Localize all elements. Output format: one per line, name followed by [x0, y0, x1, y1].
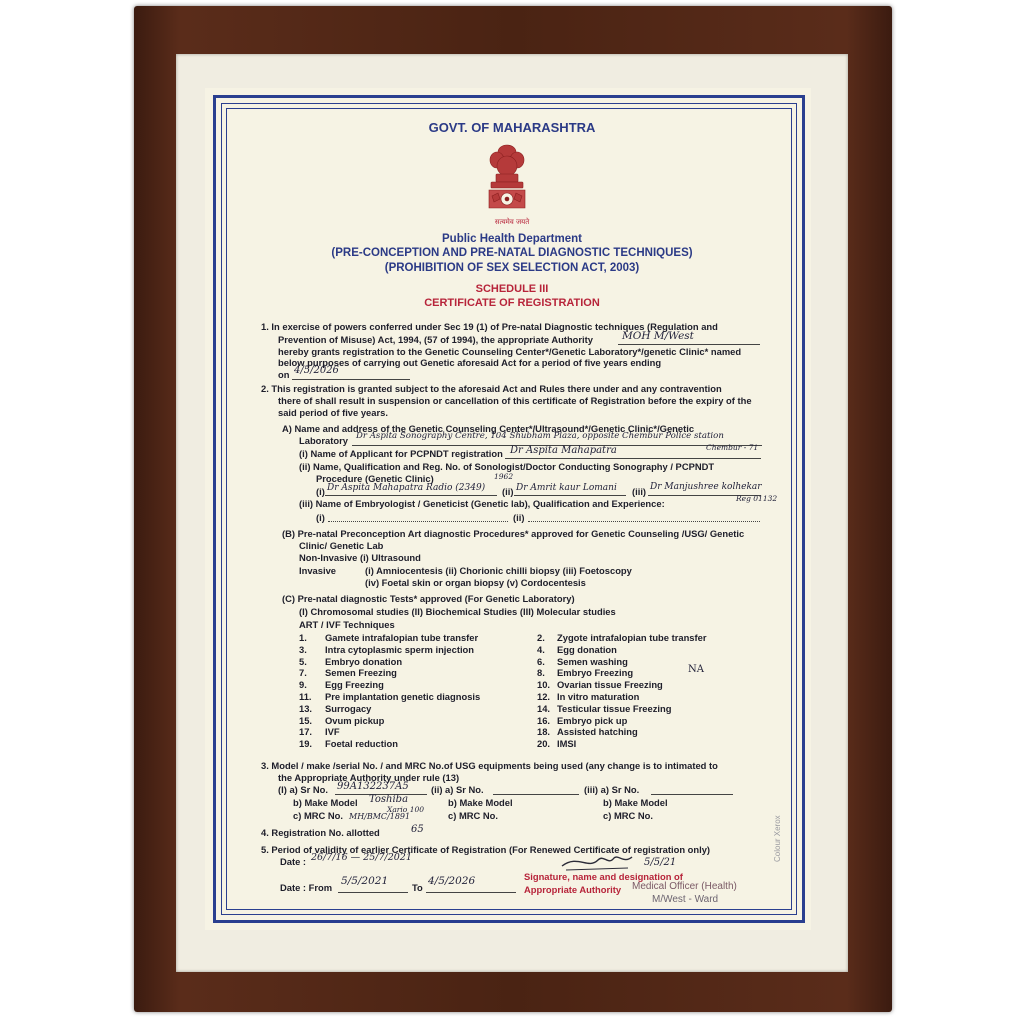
- art-item-left-number: 7.: [299, 667, 307, 679]
- p2-line-1: 2. This registration is granted subject to the aforesaid Act and Rules there under and any contravention: [261, 383, 722, 394]
- usg-1-mrc-label: c) MRC No.: [293, 810, 343, 821]
- doctor-2-name: Dr Amrit kaur Lomani: [516, 483, 617, 493]
- motto-text: सत्यमेव जयते: [494, 218, 530, 226]
- center-address: Dr Aspita Sonography Centre, 104 Shubham Plaza, opposite Chembur Police station: [356, 431, 724, 441]
- secA-i-label: (i) Name of Applicant for PCPNDT registration: [299, 448, 503, 459]
- art-item-right-number: 6.: [537, 655, 545, 667]
- usg-1-make-label: b) Make Model: [293, 797, 358, 808]
- stamp-ward: M/West - Ward: [652, 894, 719, 905]
- center-city: Chembur - 71: [706, 443, 759, 452]
- art-item-left-number: 19.: [299, 738, 313, 750]
- art-item-left-number: 13.: [299, 702, 313, 714]
- embryologist-1-line: [328, 521, 508, 522]
- applicant-underline: [505, 458, 761, 459]
- p1-line-4: below purposes of carrying out Genetic aforesaid Act for a period of five years ending: [278, 357, 662, 368]
- secA-ii-line-2: Procedure (Genetic Clinic): [316, 473, 434, 484]
- art-item-left-text: Intra cytoplasmic sperm injection: [325, 643, 475, 655]
- usg-1-make: Toshiba: [369, 794, 409, 805]
- art-item-left-text: Egg Freezing: [325, 679, 384, 691]
- from-date-label: Date : From: [280, 882, 333, 893]
- not-applicable-mark: NA: [688, 664, 704, 675]
- state-emblem-icon: [483, 140, 531, 230]
- secB-invasive-list-1: (i) Amniocentesis (ii) Chorionic chilli biopsy (iii) Foetoscopy: [365, 565, 632, 576]
- art-item-right-text: Semen washing: [557, 655, 628, 667]
- art-item-right-number: 2.: [537, 632, 545, 643]
- secB-non-invasive: Non-Invasive (i) Ultrasound: [299, 552, 421, 563]
- secA-iii-label: (iii) Name of Embryologist / Geneticist (Genetic lab), Qualification and Experience:: [299, 498, 665, 509]
- usg-1-model: Xario 100: [387, 805, 425, 814]
- secB-line-2: Clinic/ Genetic Lab: [299, 540, 384, 551]
- govt-title: GOVT. OF MAHARASHTRA: [428, 120, 596, 135]
- p3-line-1: 3. Model / make /serial No. / and MRC No.of USG equipments being used (any change is to intimated to: [261, 760, 718, 771]
- p3-line-2: the Appropriate Authority under rule (13): [278, 772, 460, 783]
- act-title-2: (PROHIBITION OF SEX SELECTION ACT, 2003): [384, 262, 640, 274]
- art-item-left-text: IVF: [325, 726, 340, 738]
- reg-number-1: 1962: [494, 472, 514, 481]
- earlier-date-label: Date :: [280, 856, 307, 867]
- usg-2-sr-line: [493, 794, 579, 795]
- p2-line-2: there of shall result in suspension or cancellation of this certificate of Registration before the expiry of the: [278, 395, 752, 406]
- secB-line-1: (B) Pre-natal Preconception Art diagnostic Procedures* approved for Genetic Counseling /USG/ Genetic: [282, 528, 745, 539]
- doctor-3-label: (iii): [632, 486, 647, 497]
- from-date: 5/5/2021: [341, 875, 389, 887]
- secA-ii-line-1: (ii) Name, Qualification and Reg. No. of Sonologist/Doctor Conducting Sonography / PCPNDT: [299, 461, 715, 472]
- usg-3-sr-label: (iii) a) Sr No.: [584, 784, 640, 795]
- art-item-left-text: Embryo donation: [325, 655, 403, 667]
- p4-label: 4. Registration No. allotted: [261, 827, 380, 838]
- doctor-3-reg: Reg 01132: [736, 494, 778, 503]
- act-title-1: (PRE-CONCEPTION AND PRE-NATAL DIAGNOSTIC TECHNIQUES): [331, 247, 693, 259]
- art-item-right-number: 4.: [537, 643, 545, 655]
- secC-line-2: (I) Chromosomal studies (II) Biochemical Studies (III) Molecular studies: [299, 606, 616, 617]
- doctor-1-label: (i): [316, 486, 325, 497]
- art-item-right-number: 14.: [537, 702, 551, 714]
- embryologist-1-label: (i): [316, 512, 325, 523]
- to-date-label: To: [412, 882, 423, 893]
- signature-label-2: Appropriate Authority: [524, 884, 622, 895]
- to-date: 4/5/2026: [428, 875, 476, 887]
- usg-3-make-label: b) Make Model: [603, 797, 668, 808]
- art-item-left-text: Surrogacy: [325, 702, 372, 714]
- embryologist-2-label: (ii): [513, 512, 525, 523]
- art-item-left-number: 3.: [299, 643, 307, 655]
- art-item-right-number: 16.: [537, 714, 551, 726]
- usg-3-mrc-label: c) MRC No.: [603, 810, 653, 821]
- from-date-underline: [338, 892, 408, 893]
- colour-xerox-mark: Colour Xerox: [773, 815, 782, 862]
- usg-1-serial: 99A132237A5: [337, 781, 409, 792]
- authority-handwritten: MOH M/West: [622, 330, 694, 342]
- secC-line-1: (C) Pre-natal diagnostic Tests* approved (For Genetic Laboratory): [282, 593, 575, 604]
- art-item-right-text: In vitro maturation: [557, 691, 640, 702]
- p1-line-5: on: [278, 369, 290, 380]
- art-item-right-number: 10.: [537, 679, 551, 691]
- art-item-left-number: 9.: [299, 679, 307, 691]
- ending-underline: [292, 379, 410, 380]
- art-item-right-number: 12.: [537, 691, 551, 702]
- art-item-right-number: 8.: [537, 667, 545, 679]
- usg-1-mrc: MH/BMC/1891: [349, 812, 411, 821]
- secB-invasive-list-2: (iv) Foetal skin or organ biopsy (v) Cordocentesis: [365, 577, 586, 588]
- signature-date: 5/5/21: [644, 857, 677, 868]
- p1-line-2: Prevention of Misuse) Act, 1994, (57 of 1994), the appropriate Authority: [278, 334, 593, 345]
- applicant-name: Dr Aspita Mahapatra: [510, 445, 617, 456]
- doctor-2-label: (ii): [502, 486, 514, 497]
- secA-line-1: A) Name and address of the Genetic Counseling Center*/Ultrasound*/Genetic Clinic*/Genetic: [282, 423, 695, 434]
- art-item-right-text: Assisted hatching: [557, 726, 638, 738]
- ending-date: 4/5/2026: [294, 365, 339, 376]
- art-item-right-text: Egg donation: [557, 643, 617, 655]
- art-item-left-number: 1.: [299, 632, 307, 643]
- authority-underline: [618, 344, 760, 345]
- usg-2-mrc-label: c) MRC No.: [448, 810, 498, 821]
- usg-2-make-label: b) Make Model: [448, 797, 513, 808]
- art-item-left-number: 17.: [299, 726, 313, 738]
- schedule-label: SCHEDULE III: [475, 283, 549, 295]
- art-ivf-heading: ART / IVF Techniques: [299, 619, 395, 630]
- earlier-period: 26/7/16 — 25/7/2021: [311, 852, 412, 863]
- art-item-left-text: Ovum pickup: [325, 714, 385, 726]
- embryologist-2-line: [528, 521, 760, 522]
- usg-2-sr-label: (ii) a) Sr No.: [431, 784, 484, 795]
- art-item-right-number: 20.: [537, 738, 551, 750]
- doctor-1-name: Dr Aspita Mahapatra Radio (2349): [327, 483, 486, 493]
- signature-label-1: Signature, name and designation of: [524, 871, 683, 882]
- secA-line-2: Laboratory: [299, 435, 348, 446]
- doctor-1-underline: [325, 495, 497, 496]
- art-item-right-text: Embryo pick up: [557, 714, 628, 726]
- art-item-left-text: Pre implantation genetic diagnosis: [325, 691, 481, 702]
- p2-line-3: said period of five years.: [278, 407, 388, 418]
- art-item-left-text: Foetal reduction: [325, 738, 398, 750]
- art-item-left-number: 11.: [299, 691, 312, 702]
- to-date-underline: [426, 892, 516, 893]
- doctor-2-underline: [514, 495, 626, 496]
- art-item-right-text: Zygote intrafalopian tube transfer: [557, 632, 707, 643]
- art-item-left-number: 15.: [299, 714, 313, 726]
- usg-1-sr-label: (I) a) Sr No.: [278, 784, 329, 795]
- art-item-right-text: Testicular tissue Freezing: [557, 702, 672, 714]
- department-name: Public Health Department: [442, 233, 582, 245]
- certificate-heading: CERTIFICATE OF REGISTRATION: [424, 297, 600, 309]
- art-item-right-text: IMSI: [557, 738, 577, 750]
- art-item-left-text: Gamete intrafalopian tube transfer: [325, 632, 479, 643]
- p5-label: 5. Period of validity of earlier Certificate of Registration (For Renewed Certificate of registration only): [261, 844, 711, 855]
- doctor-3-name: Dr Manjushree kolhekar: [650, 482, 762, 492]
- p1-line-1: 1. In exercise of powers conferred under Sec 19 (1) of Pre-natal Diagnostic techniques (Regulation and: [261, 321, 718, 332]
- art-item-right-text: Ovarian tissue Freezing: [557, 679, 663, 691]
- usg-3-sr-line: [651, 794, 733, 795]
- art-item-left-text: Semen Freezing: [325, 667, 397, 679]
- art-item-right-number: 18.: [537, 726, 551, 738]
- p1-line-3: hereby grants registration to the Genetic Counseling Center*/Genetic Laboratory*/genetic Clinic* named: [278, 346, 742, 357]
- secB-invasive-label: Invasive: [299, 565, 337, 576]
- art-item-right-text: Embryo Freezing: [557, 667, 634, 679]
- stamp-designation: Medical Officer (Health): [632, 881, 737, 892]
- art-item-left-number: 5.: [299, 655, 307, 667]
- registration-number: 65: [411, 824, 424, 835]
